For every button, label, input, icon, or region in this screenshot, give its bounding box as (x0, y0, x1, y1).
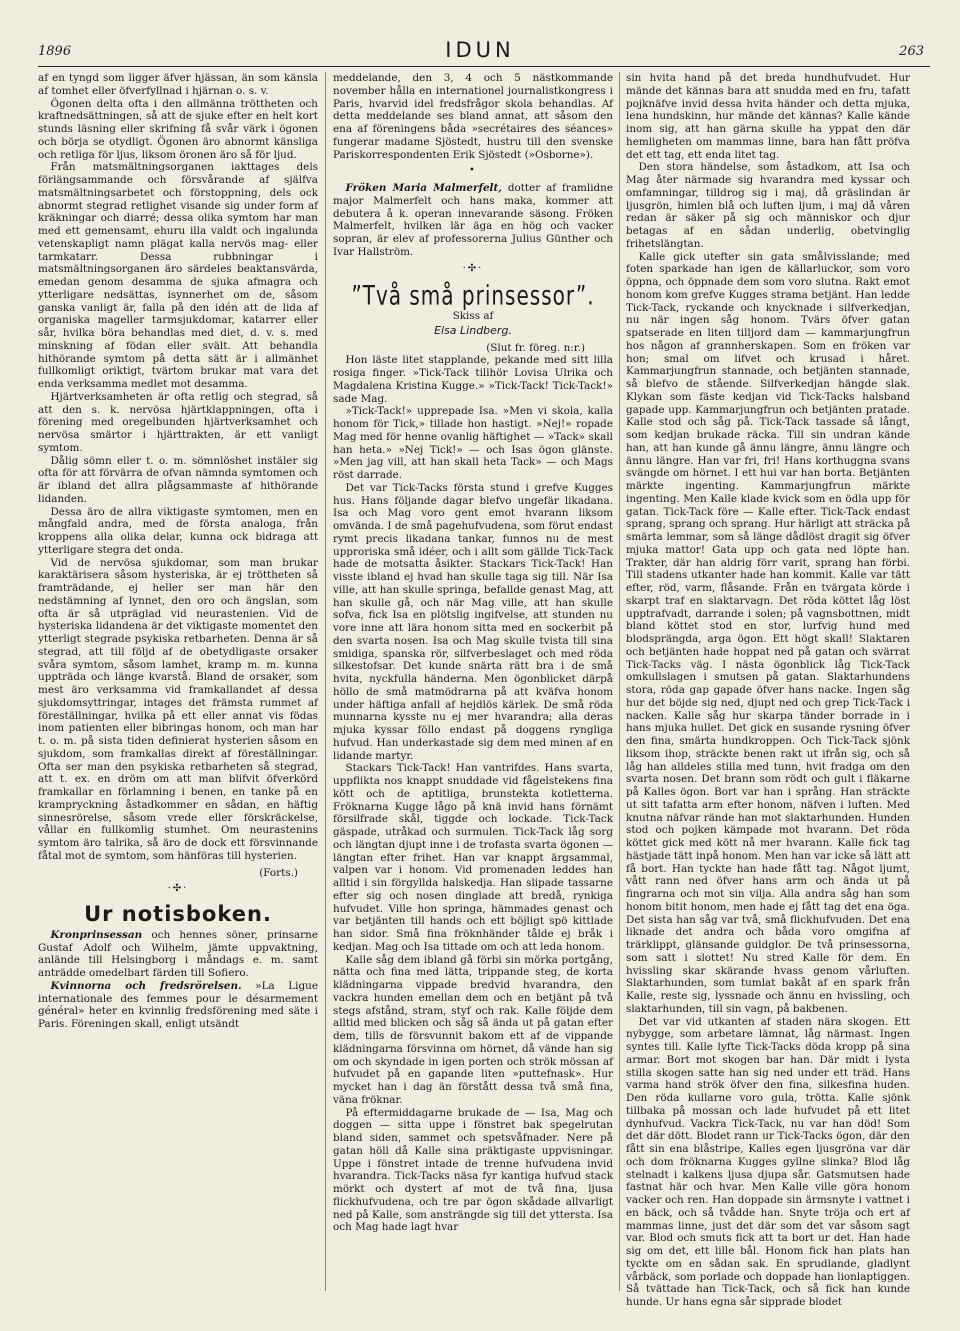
story-byline: Skiss af (452, 310, 494, 322)
paragraph: Dålig sömn eller t. o. m. sömnlöshet instäler sig ofta för att förvärra de ofvan nämnda symtomen och är ibland det allra plågsammaste af hithörande lidanden. (38, 454, 318, 505)
paragraph: Vid de nervösa sjukdomar, som man brukar karaktärisera såsom hysteriska, är ej tröttheten så framträdande, ej heller ser man här den nedstämning af lynnet, den oro och ängslan, som ofta är så utpräglad vid neurastenien. Vid de hysteriska lidandena är det viktigaste momentet den ytterligt stegrade psykiska retbarheten. Denna är så stegrad, att till följd af de obetydligaste orsaker svåra symtom, såsom lamhet, kramp m. m. kunna uppträda och länge kvarstå. Bland de orsaker, som mest äro verksamma vid framkallandet af dessa sjukdomsyttringar, intages det främsta rummet af föreställningar, hvilka på ett eller annat vis födas inom patienten eller bibringas honom, och man har t. o. m. på sista tiden definierat hysterien såsom en sjukdom, som framkallas direkt af föreställningar. Ofta ser man den psykiska retbarheten så stegrad, att t. ex. en dröm om att man blifvit öfverkörd framkallar en förlamning i benen, en tanke på en krampryckning åstadkommer en sådan, en häftig sinnesrörelse, såsom vrede eller förskräckelse, vållar en fullkomlig stumhet. Om neurastenins symtom äro talrika, så äro de dock ett försvinnande fåtal mot de symtom, som hänföras till hysterien. (38, 556, 318, 862)
paragraph: På eftermiddagarne brukade de — Isa, Mag och doggen — sitta uppe i fönstret bak spegelrutan bland siden, sammet och spetsvåfnader. Nere på gatan höll då Kalle sina präktigaste uppvisningar. Uppe i fönstret intade de trenne hufvudena invid hvarandra. Tick-Tacks näsa fyr kantiga hufvud stack mörkt och dystert af mot de två fina, ljusa flickhufvudena, och tre par ögon skådade allvarligt ned på Kalle, som ansträngde sig till det yttersta. Isa och Mag hade lagt hvar (333, 1106, 613, 1234)
news-item-text: dotter af framlidne major Malmerfelt och hans maka, kommer att debutera å k. operan innevarande säsong. Fröken Malmerfelt, hvilken lär äga en hög och vacker sopran, är elev af professorerna Julius Günther och Ivar Hallström. (333, 182, 614, 258)
news-item-text: »La Ligue internationale des femmes pour le désarmement général» heter en kvinnlig fredsförening med säte i Paris. Föreningen skall, enligt utsändt (38, 979, 319, 1030)
paragraph: sin hvita hand på det breda hundhufvudet. Hur mände det kännas bara att snudda med en fru, tafatt pojknäfve invid dessa hvita händer och detta mjuka, lena hundskinn, hur mände det kännas? Kalle kände inom sig, att han gärna skulle ha yppat den där hemligheten om mammas linne, bara han fått pröfva det ett tag, ett enda litet tag. (626, 72, 910, 161)
paragraph: Från matsmältningsorganen iakttages dels förlängsammande och försvårande af själfva matsmältningsarbetet och förstoppning, dels ock abnormt stegrad retlighet visande sig under form af kräkningar och diarré; dessa olika symtom har man med ett gemensamt, ehuru illa valdt och ingalunda vetenskapligt namn plägat kalla nervös mag- eller tarmkatarr. Dessa rubbningar i matsmältningsorganen äro särdeles beaktansvärda, emedan genom desamma de sjuka afmagra och ytterligare nedsättas, isynnerhet om de, såsom ganska vanligt är, falla på den idén att de lida af organiska mageller tarmsjukdomar, katarrer eller sår, hvilka böra behandlas med diet, d. v. s. med minskning af födan eller svält. Att behandla hithörande symtom på detta sätt är i allmänhet fullkomligt oriktigt, tvärtom brukar mat vara det enda verksamma medlet mot desamma. (38, 161, 318, 390)
paragraph: Hjärtverksamheten är ofta retlig och stegrad, så att den s. k. nervösa hjärtklappningen, ofta i förening med oregelbunden hjärtverksamhet och nervösa smärtor i hjärttrakten, är ett vanligt symtom. (38, 390, 318, 454)
paragraph: Den stora händelse, som åstadkom, att Isa och Mag åter närmade sig hvarandra med kyssar och omfamningar, tilldrog sig i maj, då gräslindan är ljusgrön, himlen blå och luften ljum, i maj då våren redan är säker på sig och människor och djur betagas af en sådan underlig, obetvinglig frihetslängtan. (626, 161, 910, 250)
news-item (38, 929, 318, 980)
paragraph: Kalle såg dem ibland gå förbi sin mörka portgång, nätta och fina med lätta, trippande steg, de korta klädningarna vippade bredvid hvarandra, den vackra hunden emellan dem och en betjänt på två stegs afstånd, stram, styf och rak. Kalle följde dem alltid med blicken och såg så ända ut på gatan efter dem, tills de försvunnit bakom ett af de vippande klädningarna försvinna om hörnet, då vände han sig om och skyndade in igen porten och strök mössan af hufvudet på en gapande liten »puttefnask». Hur mycket han i dag än förstått dessa två små fina, väna fröknar. (333, 953, 613, 1106)
page-number: 263 (899, 44, 924, 59)
continuation-note: (Slut fr. föreg. n:r.) (486, 341, 585, 354)
ornament-divider: ·✣· (167, 883, 189, 895)
news-item-lead: Kronprinsessan (50, 928, 143, 941)
paragraph: meddelande, den 3, 4 och 5 nästkommande november hålla en internationel journalistkongress i Paris, hvarvid idel fredsfrågor skola behandlas. Af detta meddelande ses bland annat, att såsom den ena af föreningens båda »secrétaires des séances» fungerar madame Sjöstedt, hustru till den svenske Pariskorrespondenten Erik Sjöstedt (»Osborne»). (333, 72, 613, 161)
paragraph: Stackars Tick-Tack! Han vantrifdes. Hans svarta, uppflikta nos knappt snuddade vid fågelstekens fina kött och de aptitliga, brunstekta kotletterna. Fröknarna Kugge lågo på knä invid hans förnämt försilfrade skål, tiggde och lockade. Tick-Tack gäspade, utråkad och surmulen. Tick-Tack låg sorg och längtan djupt inne i de trofasta svarta ögonen — längtan efter frihet. Han var knappt ärgsammal, valpen var i honom. Vid promenaden leddes han alltid i sin förgyllda halskedja. Han slipade tassarne efter sig och nosen dinglade att bredå, rynkiga hufvudet. Ville hon springa, hämmades genast och var betjänten till hands och ett böjligt spö kittlade han sidor. Små fina fröknhänder tålde ej bråk i kedjan. Mag och Isa tittade om och att leda honom. (333, 762, 613, 953)
column-divider (325, 72, 326, 1291)
paragraph: Dessa äro de allra viktigaste symtomen, men en mångfald andra, med de första analoga, från kroppens alla olika delar, kunna ock bidraga att ytterligare stegra det onda. (38, 505, 318, 556)
story-author: Elsa Lindberg. (434, 323, 512, 337)
header-year: 1896 (38, 44, 72, 59)
masthead-title: IDUN (445, 38, 515, 62)
news-item (38, 980, 318, 1031)
paragraph: Hon läste litet stapplande, pekande med sitt lilla rosiga finger. »Tick-Tack tillhör Lovisa Ulrika och Magdalena Kristina Kugge.» »Tick-Tack! Tick-Tack!» sade Mag. (333, 354, 613, 405)
paragraph: af en tyngd som ligger äfver hjässan, än som känsla af tomhet eller öfverfyllnad i hjärnan o. s. v. (38, 72, 318, 97)
column-3 (626, 72, 910, 1308)
story-title: ”Två små prinsessor”. (351, 278, 595, 312)
news-item-text: och hennes söner, prinsarne Gustaf Adolf och Wilhelm, jämte uppvaktning, anlände till Helsingborg i måndags e. m. samt anträdde omedelbart färden till Sofiero. (38, 928, 318, 979)
news-item-lead: Fröken Maria Malmerfelt, (345, 182, 502, 194)
continued-note: (Forts.) (259, 866, 298, 879)
ornament-divider: ·✣· (462, 262, 484, 274)
header-rule (38, 66, 930, 67)
paragraph: Kalle gick utefter sin gata smålvisslande; med foten sparkade han igen de källarluckor, som voro öppna, och öppnade dem som voro slutna. Rakt emot honom kom grefve Kugges strama betjänt. Han ledde Tick-Tack, ryckande och knycknade i silfverkedjan, nu när ingen såg honom. Tvärs öfver gatan spatserade en liten tilljord dam — kammarjungfrun hos någon af grannherskapen. Som en fröken var hon; smal om lifvet och krusad i håret. Kammarjungfrun stannade, och betjänten stannade, så blefvo de stående. Silfverkedjan hängde slak. Klykan som fäste kedjan vid Tick-Tacks halsband gapade upp. Kammarjungfrun och betjänten pratade. Kalle stod och såg på. Tick-Tack tassade så långt, som kedjan brukade räcka. Till sin undran kände han, att han kunde gå ännu längre, ännu längre och ännu längre. Han var fri, fri! Hans korthuggna svans svängde om hörnet. I ett hui var han borta. Betjänten märkte ingenting. Kammarjungfrun märkte ingenting. Men Kalle klade kvick som en ödla upp för gatan. Tick-Tack före — Kalle efter. Tick-Tack endast sprang, sprang och sprang. Hur härligt att sträcka på smärta lemmar, som så länge dådlöst dragit sig öfver mjuka mattor! Gata upp och gata ned löpte han. Trakter, där han aldrig förr varit, sprang han förbi. Till stadens utkanter hade han kommit. Kalle var tätt efter, röd, varm, flåsande. Från en tvärgata körde i skarpt traf en slaktarvagn. Det röda köttet låg löst upptrafvadt, darrande i solen; på vagnsbottnen, midt bland köttet stod en stor, lurfvig hund med blodsprängda, arga ögon. Ett högt skall! Slaktaren och betjänten hade hoppat ned på gatan och svärrat Tick-Tacks väg. I nästa ögonblick låg Tick-Tack omkullslagen i smutsen på gatan. Slaktarhundens stora, röda gap gapade öfver hans nacke. Ingen såg hur det böjde sig ned, djupt ned och grep Tick-Tack i nacken. Kalle såg hur skarpa tänder borrade in i hans mjuka hullet. Det gick en susande rysning öfver den fina, smärta hundkroppen. Och Tick-Tack sjönk liksom ihop, sträckte benen rakt ut ifrån sig, och så låg han alldeles stilla med tunn, hvit fradga om den svarta nosen. Det brann som rödt och gult i fläkarne på Kalles ögon. Bort var han i språng. Han sträckte ut sitt tafatta arm efter honom, näfven i luften. Med knutna näfvar rände han mot slaktarhunden. Hunden stod och pojken kämpade mot hvarann. Det röda köttet gick med kött nå mer hvarann. Kalle fick tag hästjade tätt inpå honom. Men han var icke så lätt att få bort. Han tyckte han hade fått tag. Något ljumt, vått rann ned öfver hans arm och ända ut på fingrarna och mot sin vilja. Alla andra såg han som honom bitit honom, men hade ej fått tag det ena öga. Det sista han såg var två, små flickhufvuden. Det ena liknade det andra och båda voro omgifna af trärklippt, glänsande guldglor. De två prinsessorna, som satt i slottet! Nu stred Kalle för dem. En hvissling skar skärande hvass genom vårluften. Slaktarhunden, som tumlat bakåt af en spark från Kalle, reste sig, lyssnade och ännu en hvissling, och slaktarhunden, till sin vagn, på bakbenen. (626, 250, 910, 1015)
ornament-divider: • (469, 165, 477, 177)
paragraph: »Tick-Tack!» upprepade Isa. »Men vi skola, kalla honom för Tick,» tillade hon hastigt. »Nej!» ropade Mag med för henne ovanlig häftighet — »Tack» skall han heta.» »Nej Tick!» — och Isas ögon glänste. »Men jag vill, att han skall heta Tack» — och Mags röst darrade. (333, 405, 613, 481)
paragraph: Det var Tick-Tacks första stund i grefve Kugges hus. Hans följande dagar blefvo ungefär likadana. Isa och Mag voro gent emot hvarann liksom omvända. I de små pagehufvudena, som förut endast rymt precis likadana tankar, funnos nu de mest upproriska små idéer, och i allt som gällde Tick-Tack hade de motsatta åsikter. Stackars Tick-Tack! Han visste ibland ej hvad han skulle taga sig till. När Isa ville, att han skulle springa, befallde genast Mag, att han skulle gå, och när Mag ville, att han skulle sofva, fick Isa en plötslig ingifvelse, att stunden nu vore inne att lära honom sitta med en sockerbit på den svarta nosen. Isa och Mag skulle tvista till sina smidiga, spanska rör, silfverbeslaget och med röda silkestofsar. Det kunde snärta rätt bra i de små hvita, nyckfulla händerna. Men ögonblicket därpå höllo de små matmödrarna på att kväfva honom under häftiga anfall af hejdlös kärlek. De små röda munnarna kysste nu ej mer hvarandra; alla deras mjuka kyssar föllo endast på doggens ryngliga hufvud. Han underkastade sig dem med minen af en lidande martyr. (333, 481, 613, 762)
column-1 (38, 72, 318, 1297)
section-heading: Ur notisboken. (84, 902, 272, 926)
paragraph: Ögonen delta ofta i den allmänna tröttheten och kraftnedsättningen, så att de sjuke efter en helt kort stunds läsning eller skrifning få svår värk i ögonen och börja se otydligt. Ögonen äro abnormt känsliga och retliga för ljus, liksom öronen äro så för ljud. (38, 97, 318, 161)
column-divider (619, 72, 620, 1291)
page-header (0, 0, 960, 70)
paragraph: Det var vid utkanten af staden nära skogen. Ett nybygge, som arbetare lämnat, låg närmast. Ingen syntes till. Kalle lyfte Tick-Tacks döda kropp på sina armar. Bort mot skogen bar han. Där midt i lysta stilla skogen satte han sig ned under ett träd. Hans varma hand strök öfver den fina, silkesfina huden. Den röda kullarne voro gula, trötta. Kalle sjönk tillbaka på mossan och lade hufvudet på ett litet dynhufvud. Vackra Tick-Tack, nu var han död! Som det där dött. Blodet rann ur Tick-Tacks ögon, där den fått sin ena blåstripe, Kalles egen ljusgröna var där och dom fröknarna Kugges gyllne slinka? Blod låg stelnadt i kalkens ljusa djupa sår. Gatsmutsen hade fastnat här och hvar. Men Kalle ville göra honom vacker och ren. Han doppade sin ärmsnyte i vattnet i en bäck, och så tvådde han. Snyte tröja och ert af mammas linne, just det där som det var såsom sagt var. Blod och smuts fick att ta bort ur det. Han hade sig om det, ett lille bål. Honom fick han plats han tyckte om en sådan sak. En sprudlande, gladlynt vårbäck, som porlade och doppade han lionlaptiggen. Så tvättade han Tick-Tack, och så fick han kunde hunde. Ur hans egna sår sipprade blodet (626, 1015, 910, 1308)
news-item (333, 182, 613, 259)
news-item-lead: Kvinnorna och fredsrörelsen. (50, 979, 242, 992)
column-2 (333, 72, 613, 1297)
